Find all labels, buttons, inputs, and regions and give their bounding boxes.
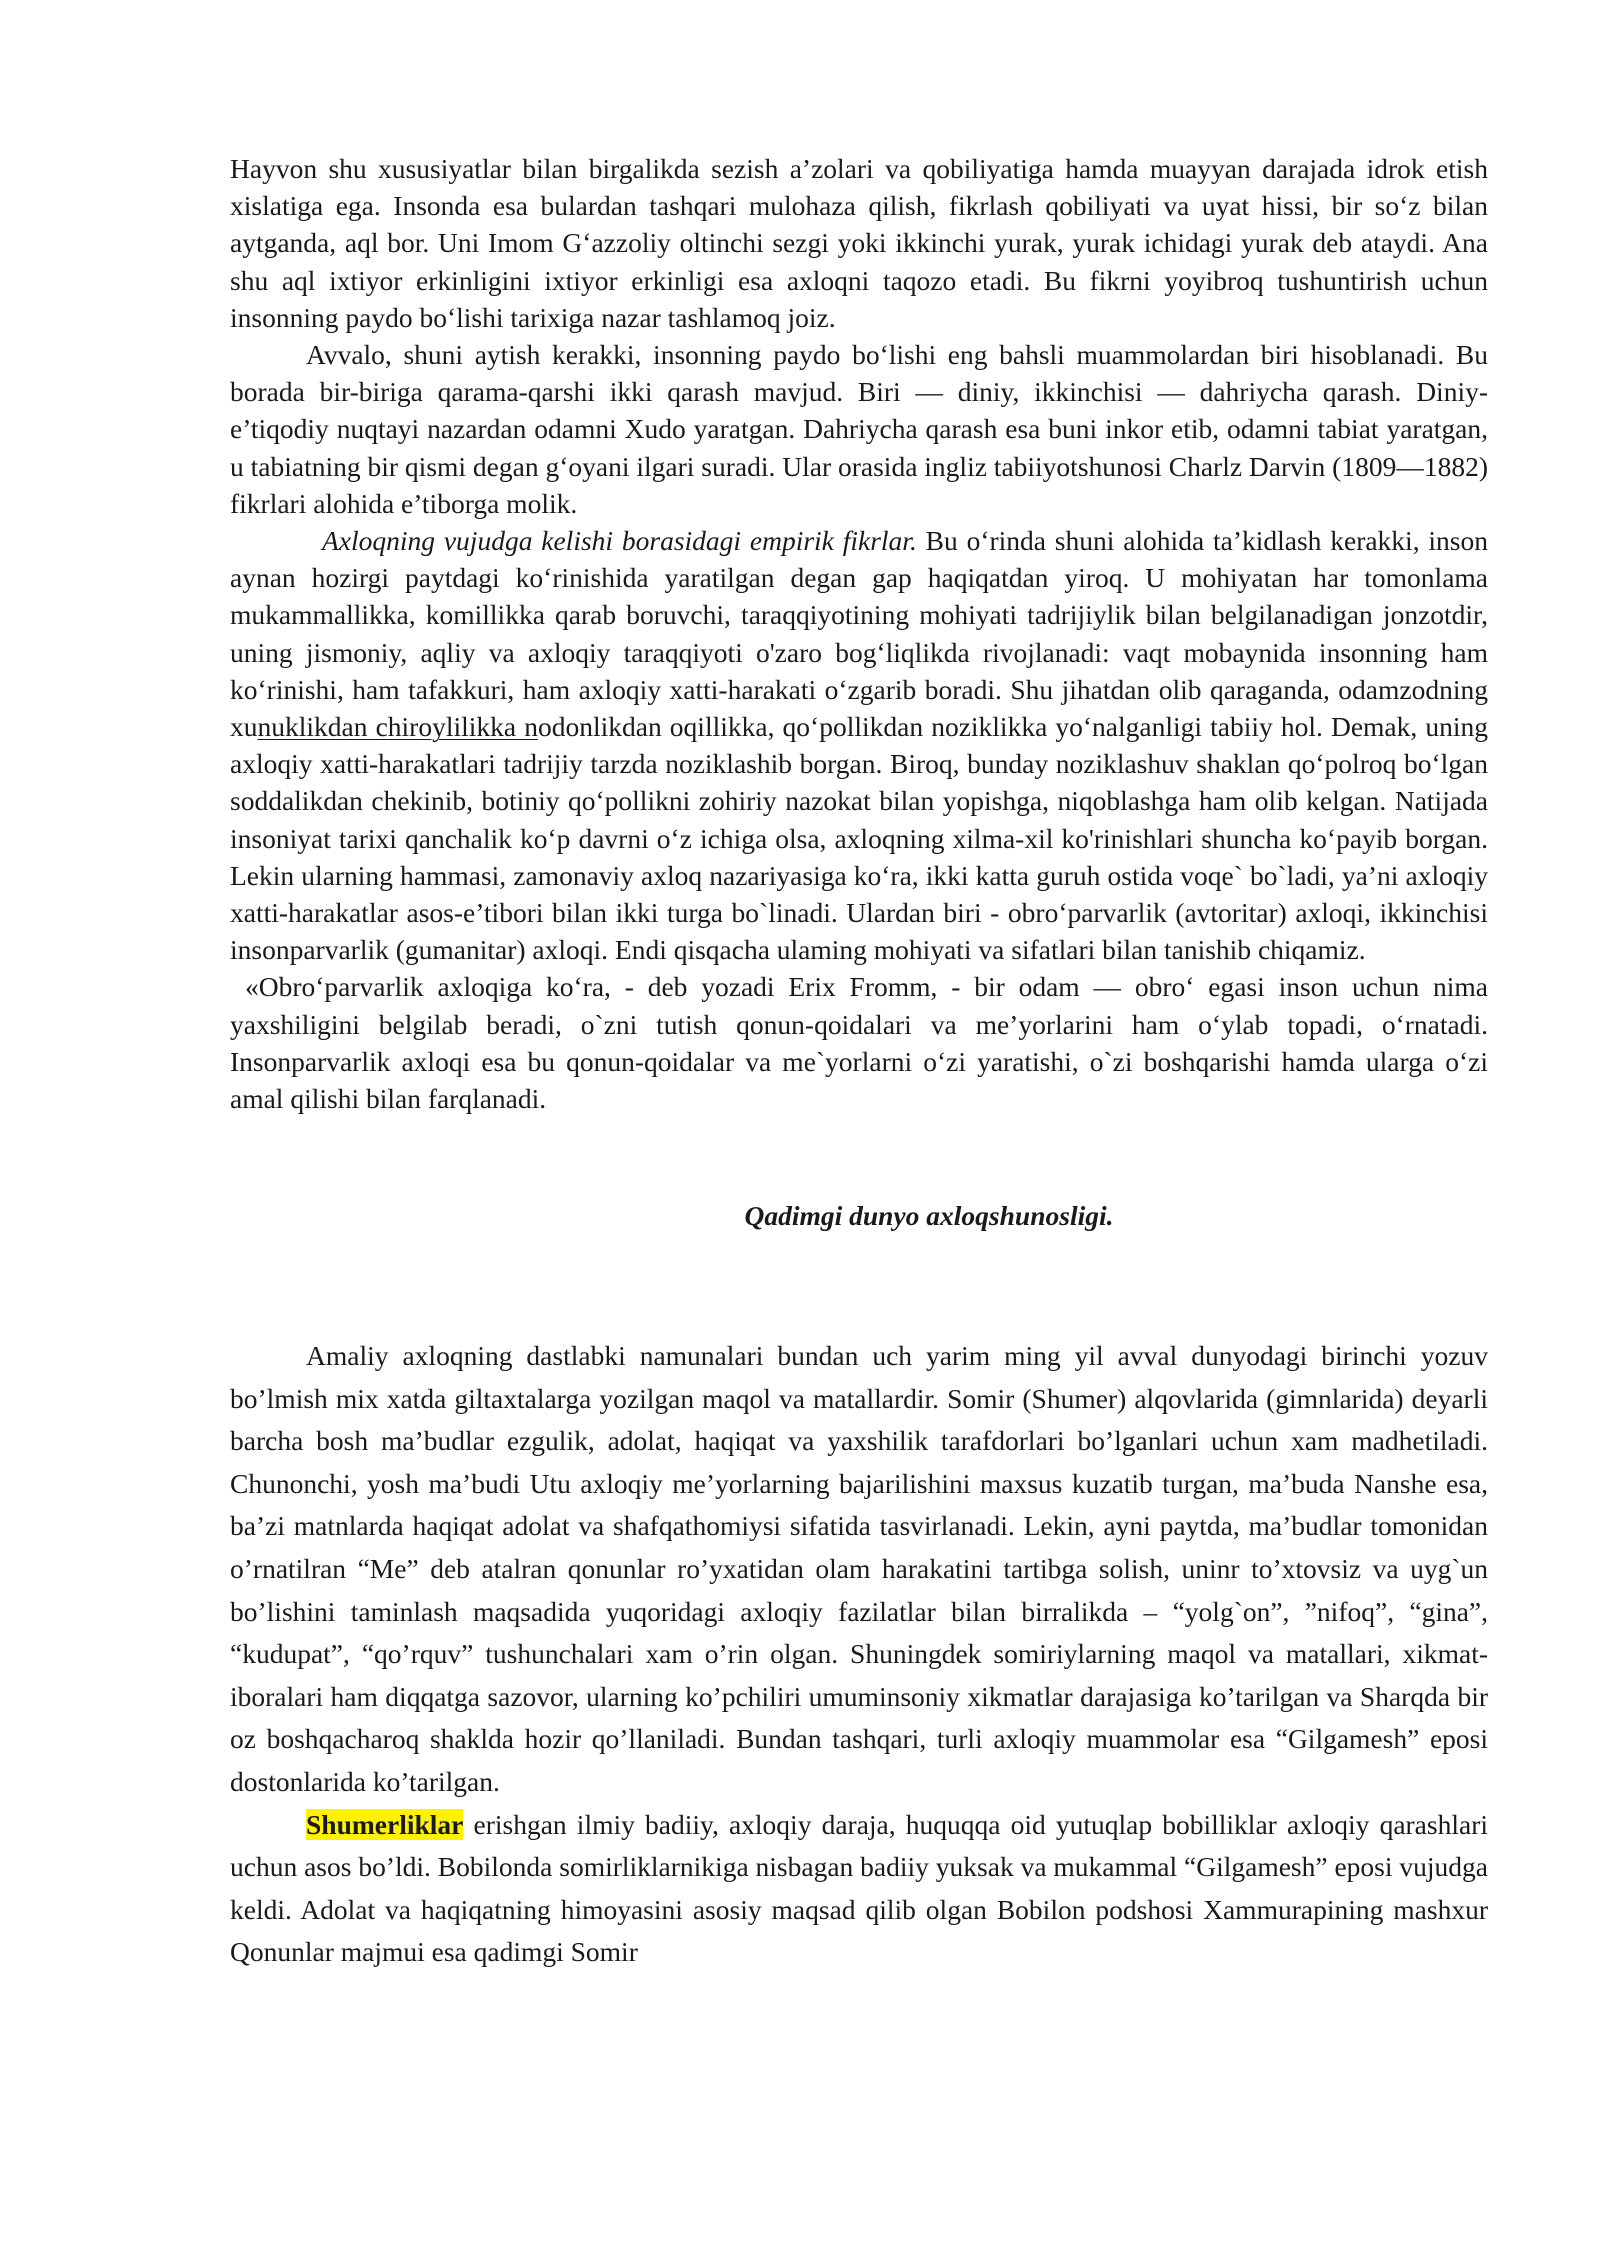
section-spacer (230, 1117, 1488, 1197)
paragraph-2: Avvalo, shuni aytish kerakki, insonning paydo bo‘lishi eng bahsli muammolardan biri hisoblanadi. Bu borada bir-biriga qarama-qarshi ikki qarash mavjud. Biri — diniy, ikkinchisi — dahriycha qarash. Diniy- e’tiqodiy nuqtayi nazardan odamni Xudo yaratgan. Dahriycha qarash esa buni inkor etib, odamni tabiat yaratgan, u tabiatning bir qismi degan g‘oyani ilgari suradi. Ular orasida ingliz tabiiyotshunosi Charlz Darvin (1809—1882) fikrlari alohida e’tiborga molik. (230, 339, 1488, 519)
paragraph-6-text: erishgan ilmiy badiiy, axloqiy daraja, huquqqa oid yutuqlap bobilliklar axloqiy qarashlari uchun asos bo’ldi. Bobilonda somirliklarnikiga nisbagan badiiy yuksak va mukammal “Gilgamesh” eposi vujudga keldi. Adolat va haqiqatning himoyasini asosiy maqsad qilib olgan Bobilon podshosi Xammurapining mashxur Qonunlar majmui esa qadimgi Somir (230, 1808, 1488, 1968)
paragraph-3 (230, 522, 1488, 968)
paragraph-1: Hayvon shu xususiyatlar bilan birgalikda sezish a’zolari va qobiliyatiga hamda muayyan darajada idrok etish xislatiga ega. Insonda esa bulardan tashqari mulohaza qilish, fikrlash qobiliyati va uyat hissi, bir so‘z bilan aytganda, aql bor. Uni Imom G‘azzoliy oltinchi sezgi yoki ikkinchi yurak, yurak ichidagi yurak deb ataydi. Ana shu aql ixtiyor erkinligini ixtiyor erkinligi esa axloqni taqozo etadi. Bu fikrni yoyibroq tushuntirish uchun insonning paydo bo‘lishi tarixiga nazar tashlamoq joiz. (230, 153, 1488, 333)
section-one (230, 150, 1488, 1234)
paragraph-3-italic-intro: Axloqning vujudga kelishi borasidagi empirik fikrlar. (322, 525, 917, 557)
paragraph-3-underlined-text: nuklikdan chiroylilikka n (257, 711, 538, 743)
paragraph-6 (230, 1804, 1488, 1974)
paragraph-3-text-after: odonlikdan oqillikka, qo‘pollikdan noziklikka yo‘nalganligi tabiiy hol. Demak, uning axloqiy xatti-harakatlari tadrijiy tarzda noziklashib borgan. Biroq, bunday noziklashuv shaklan qo‘polroq bo‘lgan soddalikdan chekinib, botiniy qo‘pollikni zohiriy nazokat bilan yopishga, niqoblashga ham olib kelgan. Natijada insoniyat tarixi qanchalik ko‘p davrni o‘z ichiga olsa, axloqning xilma-xil ko'rinishlari shuncha ko‘payib borgan. Lekin ularning hammasi, zamonaviy axloq nazariyasiga ko‘ra, ikki katta guruh ostida voqe` bo`ladi, ya’ni axloqiy xatti-harakatlar asos-e’tibori bilan ikki turga bo`linadi. Ulardan biri - obro‘parvarlik (avtoritar) axloqi, ikkinchisi insonparvarlik (gumanitar) axloqi. Endi qisqacha ulaming mohiyati va sifatlari bilan tanishib chiqamiz. (230, 711, 1488, 966)
paragraph-4-quote: «Obro‘parvarlik axloqiga ko‘ra, - deb yozadi Erix Fromm, - bir odam — obro‘ egasi inson uchun nima yaxshiligini belgilab beradi, o`zni tutish qonun-qoidalari va me’yorlarini ham o‘ylab topadi, o‘rnatadi. Insonparvarlik axloqi esa bu qonun-qoidalar va me`yorlarni o‘zi yaratishi, o`zi boshqarishi hamda ularga o‘zi amal qilishi bilan farqlanadi. (230, 971, 1488, 1115)
section-heading: Qadimgi dunyo axloqshunosligi. (744, 1200, 1114, 1232)
paragraph-3-text-before: Bu o‘rinda shuni alohida ta’kidlash kerakki, inson aynan hozirgi paytdagi ko‘rinishida yaratilgan degan gap haqiqatdan yiroq. U mohiyatan har tomonlama mukammallikka, komillikka qarab boruvchi, taraqqiyotining mohiyati tadrijiylik bilan belgilanadigan jonzotdir, uning jismoniy, aqliy va axloqiy taraqqiyoti o'zaro bog‘liqlikda rivojlanadi: vaqt mobaynida insonning ham ko‘rinishi, ham tafakkuri, ham axloqiy xatti-harakati o‘zgarib boradi. Shu jihatdan olib qaraganda, odamzodning xu (230, 525, 1488, 743)
section-two (230, 1335, 1488, 1974)
paragraph-5: Amaliy axloqning dastlabki namunalari bundan uch yarim ming yil avval dunyodagi birinchi yozuv bo’lmish mix xatda giltaxtalarga yozilgan maqol va matallardir. Somir (Shumer) alqovlarida (gimnlarida) deyarli barcha bosh ma’budlar ezgulik, adolat, haqiqat va yaxshilik tarafdorlari bo’lganlari uchun xam madhetiladi. Chunonchi, yosh ma’budi Utu axloqiy me’yorlarning bajarilishini maxsus kuzatib turgan, ma’buda Nanshe esa, ba’zi matnlarda haqiqat adolat va shafqathomiysi sifatida tasvirlanadi. Lekin, ayni paytda, ma’budlar tomonidan o’rnatilran “Me” deb atalran qonunlar ro’yxatidan olam harakatini tartibga solish, uninr to’xtovsiz va uyg`un bo’lishini taminlash maqsadida yuqoridagi axloqiy fazilatlar bilan birralikda – “yolg`on”, ”nifoq”, “gina”, “kudupat”, “qo’rquv” tushunchalari xam o’rin olgan. Shuningdek somiriylarning maqol va matallari, xikmat-iboralari ham diqqatga sazovor, ularning ko’pchiliri umuminsoniy xikmatlar darajasiga ko’tarilgan va Sharqda bir oz boshqacharoq shaklda hozir qo’llaniladi. Bundan tashqari, turli axloqiy muammolar esa “Gilgamesh” eposi dostonlarida ko’tarilgan. (230, 1340, 1488, 1797)
highlighted-word: Shumerliklar (306, 1808, 464, 1840)
